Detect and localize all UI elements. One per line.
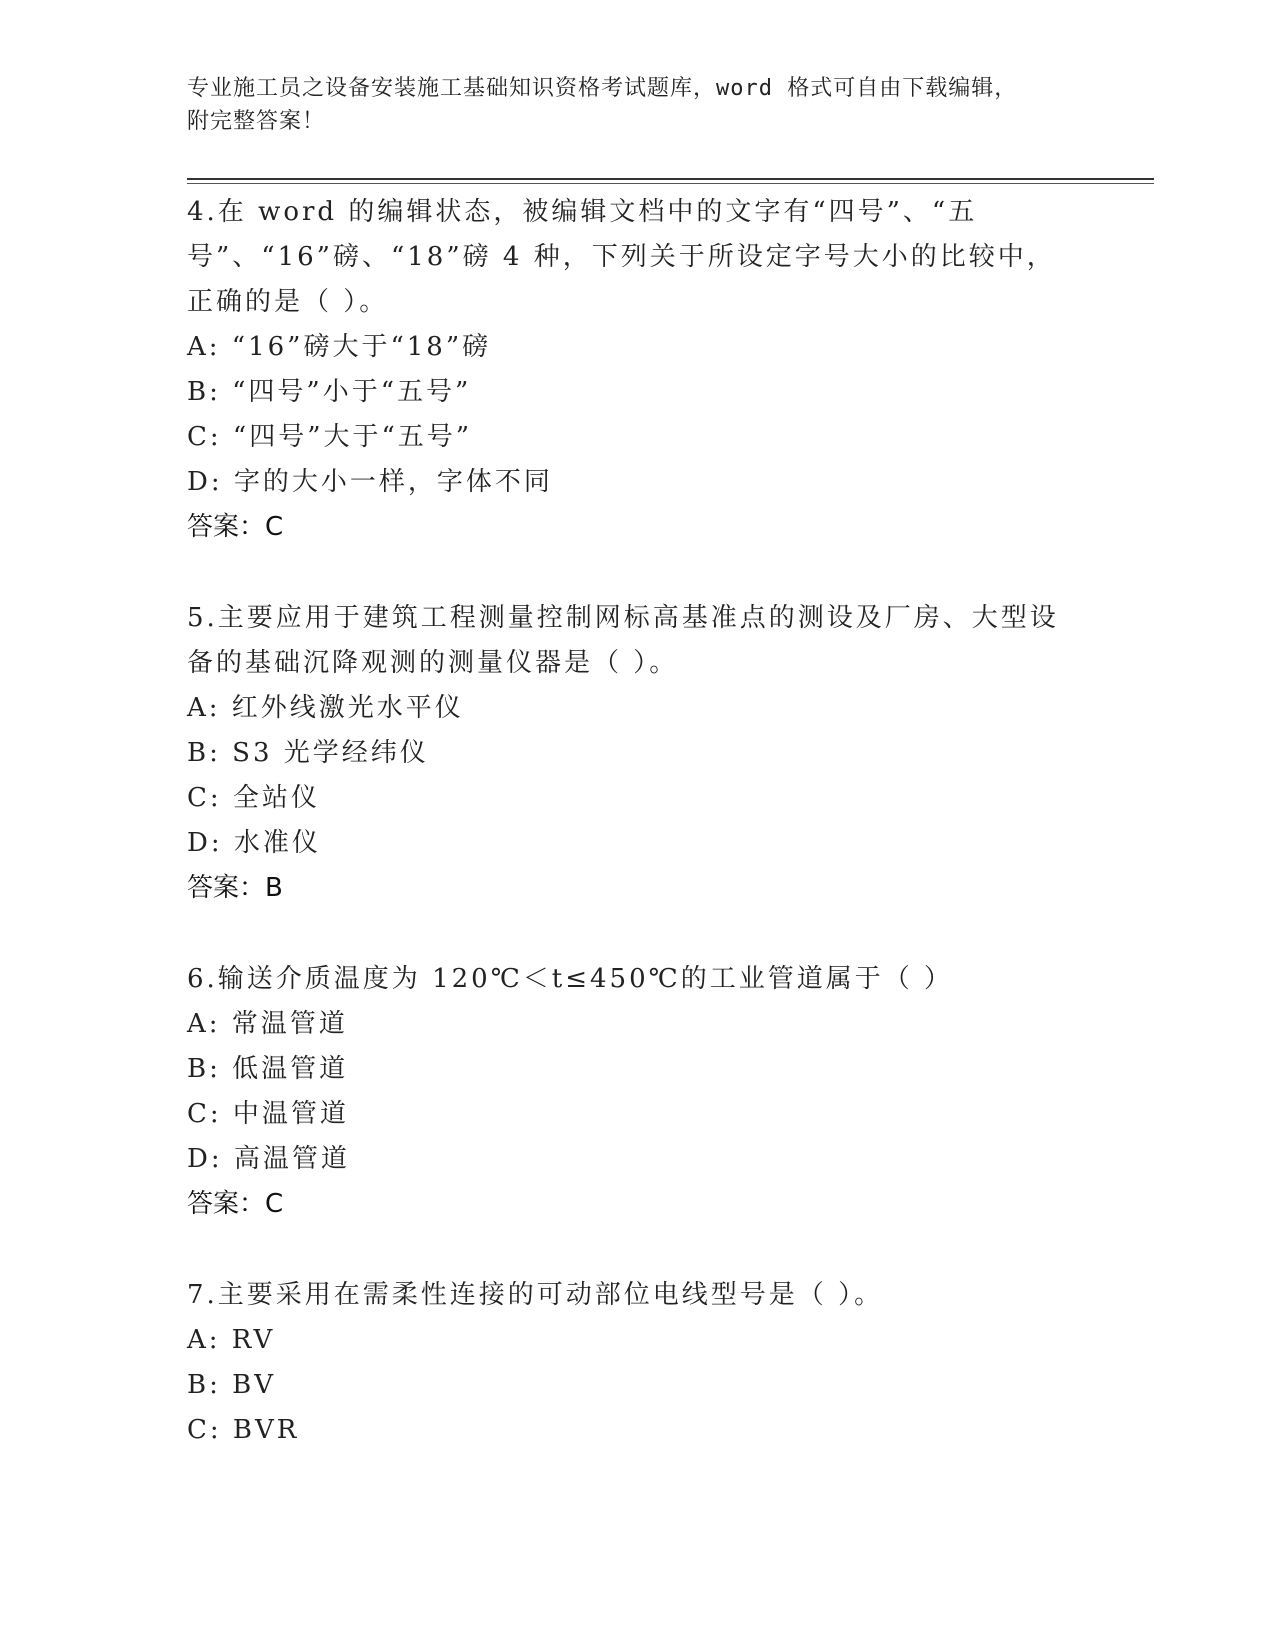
document-header — [187, 72, 1067, 138]
option-b: B: S3 光学经纬仪 — [187, 738, 429, 768]
question-4 — [187, 190, 1067, 550]
answer: 答案：C — [187, 1189, 284, 1219]
header-line-2: 附完整答案！ — [187, 109, 326, 134]
option-d: D: 水准仪 — [187, 828, 321, 858]
question-5 — [187, 596, 1067, 911]
option-c: C: 中温管道 — [187, 1099, 349, 1129]
answer: 答案：C — [187, 512, 284, 542]
option-b: B: “四号”小于“五号” — [187, 377, 472, 407]
option-b: B: BV — [187, 1370, 277, 1400]
option-d: D: 高温管道 — [187, 1144, 350, 1174]
option-a: A: RV — [187, 1325, 276, 1355]
option-a: A: 常温管道 — [187, 1009, 348, 1039]
question-stem: 6.输送介质温度为 120℃＜t≤450℃的工业管道属于（ ） — [187, 964, 953, 994]
option-a: A: “16”磅大于“18”磅 — [187, 332, 492, 362]
option-c: C: 全站仪 — [187, 783, 320, 813]
question-7 — [187, 1273, 1067, 1453]
option-d: D: 字的大小一样，字体不同 — [187, 467, 553, 497]
header-divider-thin — [187, 183, 1154, 184]
header-divider-thick — [187, 178, 1154, 180]
option-b: B: 低温管道 — [187, 1054, 349, 1084]
answer: 答案：B — [187, 873, 283, 903]
question-stem: 4.在 word 的编辑状态，被编辑文档中的文字有“四号”、“五号”、“16”磅、“18”磅 4 种，下列关于所设定字号大小的比较中，正确的是（ ）。 — [187, 197, 1056, 317]
question-6 — [187, 957, 1067, 1227]
question-list — [187, 190, 1067, 1499]
option-c: C: “四号”大于“五号” — [187, 422, 473, 452]
header-line-1: 专业施工员之设备安装施工基础知识资格考试题库，word 格式可自由下载编辑， — [187, 76, 1018, 101]
option-a: A: 红外线激光水平仪 — [187, 693, 464, 723]
question-stem: 7.主要采用在需柔性连接的可动部位电线型号是（ ）。 — [187, 1280, 884, 1310]
question-stem: 5.主要应用于建筑工程测量控制网标高基准点的测设及厂房、大型设备的基础沉降观测的测量仪器是（ ）。 — [187, 603, 1059, 678]
option-c: C: BVR — [187, 1415, 300, 1445]
